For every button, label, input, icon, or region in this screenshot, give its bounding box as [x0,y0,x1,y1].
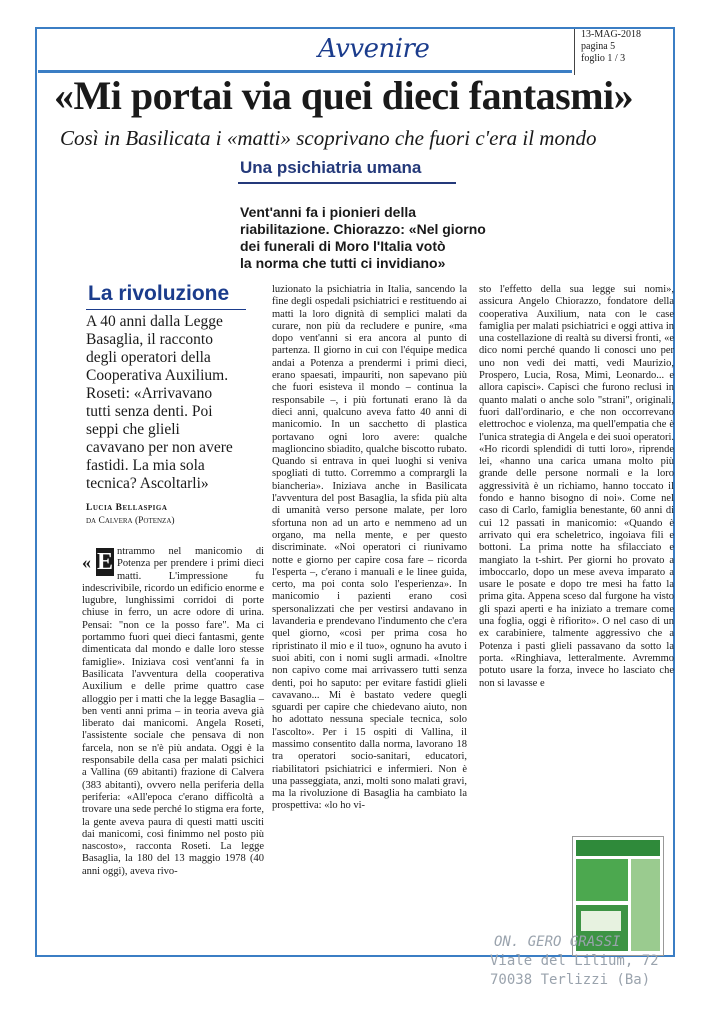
page-number: pagina 5 [581,41,616,52]
column-1-text: ntrammo nel manicomio di Potenza per prendere i primi dieci matti. L'impressione fu indescrivibile, ricordo un edificio enorme e lugubre, lunghissimi corridoi di porte chiuse in ferro, un acre odore di urina. Pensai: "non ce la posso fare". Ma ci portammo fuori quei dieci fantasmi, gente dimenticata dal mondo e dalle loro stesse famiglie». Iniziava così vent'anni fa in Basilicata l'avventura della cooperativa Auxilium e delle prime quattro case alloggio per i matti che la legge Basaglia – ben venti anni prima – in teoria aveva già liberato dai manicomi. Angela Roseti, l'assistente sociale che pensava di non farcela, non se n'è più andata. Oggi è la responsabile della casa per malati psichici a Vallina (69 abitanti) frazione di Calvera (383 abitanti), ovvero nella periferia della periferia: «All'epoca c'erano difficoltà a trovare una sede perché lo stigma era forte, la gente aveva paura di questi matti usciti dai manicomi, così finimmo nel posto più nascosto», racconta Roseti. La legge Basaglia, la 180 del 13 maggio 1978 (40 anni oggi), aveva rivo- [82,546,264,877]
intro-line: cavavano per non avere [86,439,233,456]
drop-cap: E [96,549,113,575]
column-2-text: luzionato la psichiatria in Italia, sancendo la fine degli ospedali psichiatrici e restituendo ai matti la loro dignità di semplici malati da curare, non più da recludere e punire, «ma dopo vent'anni si era ancora al punto di partenza. Il giorno in cui con l'équipe medica andai a Potenza a prendermi i primi dieci, erano spaesati, impauriti, non sapevano più che fuori esisteva il mondo – continua la responsabile –, i più fortunati erano là da dieci anni, qualcuno aveva fatto 40 anni di manicomio. In un sacchetto di plastica portavano ogni loro avere: qualche maglioncino sbiadito, qualche biscotto rubato. Quando si entrava in quei luoghi si veniva spogliati di tutto. Corremmo a comprargli la biancheria». Iniziava anche in Basilicata l'avventura del post Basaglia, la sfida più alta di umanità verso persone malate, per loro sfortuna non ad un arto e nemmeno ad un organo, ma nella mente, e per questo discriminate. «Noi operatori ci riunivamo notte e giorno per capire cosa fare – ricorda l'esperta –, c'erano i manuali e le linee guida, certo, ma poi conta solo l'esperienza». In manicomio i pazienti erano così spersonalizzati che per vestirsi andavano in lavanderia e prendevano l'indumento che c'era quel giorno, «così per prima cosa ho ripristinato il mio e il tuo», ognuno ha avuto i suoi abiti, con i nomi sugli armadi. «Inoltre non capivo come mai arrivassero tutti senza denti, poi ho saputo: per evitare fastidi glieli cavavano... Mi è bastato vedere quegli sguardi per capire che chiedevano aiuto, non ho adottato nessuna speciale tecnica, solo l'ascolto». Per i 15 ospiti di Vallina, il massimo consentito dalla norma, lavorano 18 tra operatori socio-sanitari, educatori, riabilitatori psichiatrici e infermieri. Non è una passeggiata, anzi, molti sono malati gravi, ma la rivoluzione di Basaglia ha cambiato la prospettiva: «lo ho vi- [272,284,467,812]
summary-line: Vent'anni fa i pionieri della [240,204,417,220]
intro-line: tecnica? Ascoltarli» [86,475,209,492]
intro-line: seppi che glieli [86,421,180,438]
column-3-text: sto l'effetto della sua legge sui nomi», assicura Angelo Chiorazzo, fondatore della cooperativa Auxilium, nata con le case famiglia per malati psichiatrici e oggi attiva in una costellazione di realtà su diversi fronti, «e dico nomi perché quando li conosci uno per uno non vedi dei matti, vedi Maurizio, Prospero, Lucia, Rosa, Mimì, Leonardo... e allora capisci». Capisci che furono reclusi in quanto malati o anche solo "strani", originali, fuori dall'ordinario, e che non occorrevano elettrochoc e violenza, ma quell'empatia che è l'unica strategia di Angela e dei suoi operatori. «Ho ricordi splendidi di tutti loro», riprende lei, «hanno una carica umana molto più grande delle persone normali e la loro aggressività è un richiamo, hanno toccato il fondo e hanno bisogno di noi». Come nel caso di Carlo, famiglia benestante, 60 anni di cui 12 passati in manicomio: «Quando è arrivato qui era scheletrico, ingoiava fili e bottoni. La prima notte ha sfilacciato e mangiato la t-shirt. Per giorni ho provato a imboccarlo, dopo un mese aveva imparato a usare le posate e dopo tre mesi ha fatto la prima gita. Appena sceso dal furgone ha visto gli spazi aperti e ha iniziato a tremare come una foglia, oggi è rifiorito». O nel caso di un ex carabiniere, talmente aggressivo che a Potenza i pasti glieli passavano da sotto la porta. «Ringhiava, letteralmente. Avremmo potuto usare la forza, invece ho lasciato che non si lavasse e [479,284,674,689]
summary-line: dei funerali di Moro l'Italia votò [240,238,446,254]
section-title: La rivoluzione [88,282,230,305]
article-column-3 [479,284,674,690]
quote-mark: « [82,552,91,572]
intro-line: Roseti: «Arrivavano [86,385,213,402]
summary-block [240,204,530,272]
intro-line: degli operatori della [86,349,211,366]
summary-line: riabilitazione. Chiorazzo: «Nel giorno [240,221,486,237]
intro-line: A 40 anni dalla Legge [86,313,223,330]
sheet-number: foglio 1 / 3 [581,53,626,64]
kicker: Una psichiatria umana [240,158,422,177]
byline: Lucia Bellaspiga [86,503,168,513]
dateline: da Calvera (Potenza) [86,516,175,526]
summary-line: la norma che tutti ci invidiano» [240,255,446,271]
masthead-logo: Avvenire [318,34,430,64]
sender-stamp [490,933,659,990]
article-column-2 [272,284,467,813]
intro-line: Basaglia, il racconto [86,331,213,348]
stamp-city: 70038 Terlizzi (Ba) [490,972,651,988]
article-column-1 [82,546,264,878]
intro-line: Cooperativa Auxilium. [86,367,229,384]
subheadline: Così in Basilicata i «matti» scoprivano che fuori c'era il mondo [60,126,597,150]
stamp-address: Viale del Lilium, 72 [490,953,659,969]
intro-line: tutti senza denti. Poi [86,403,213,420]
date-block [574,29,674,75]
clipping-date: 13-MAG-2018 [581,29,641,40]
section-rule [86,309,246,310]
stamp-name: ON. GERO GRASSI [494,934,621,950]
intro-line: fastidi. La mia sola [86,457,205,474]
intro-block [86,313,264,493]
headline: «Mi portai via quei dieci fantasmi» [54,73,634,118]
kicker-rule [238,182,456,184]
